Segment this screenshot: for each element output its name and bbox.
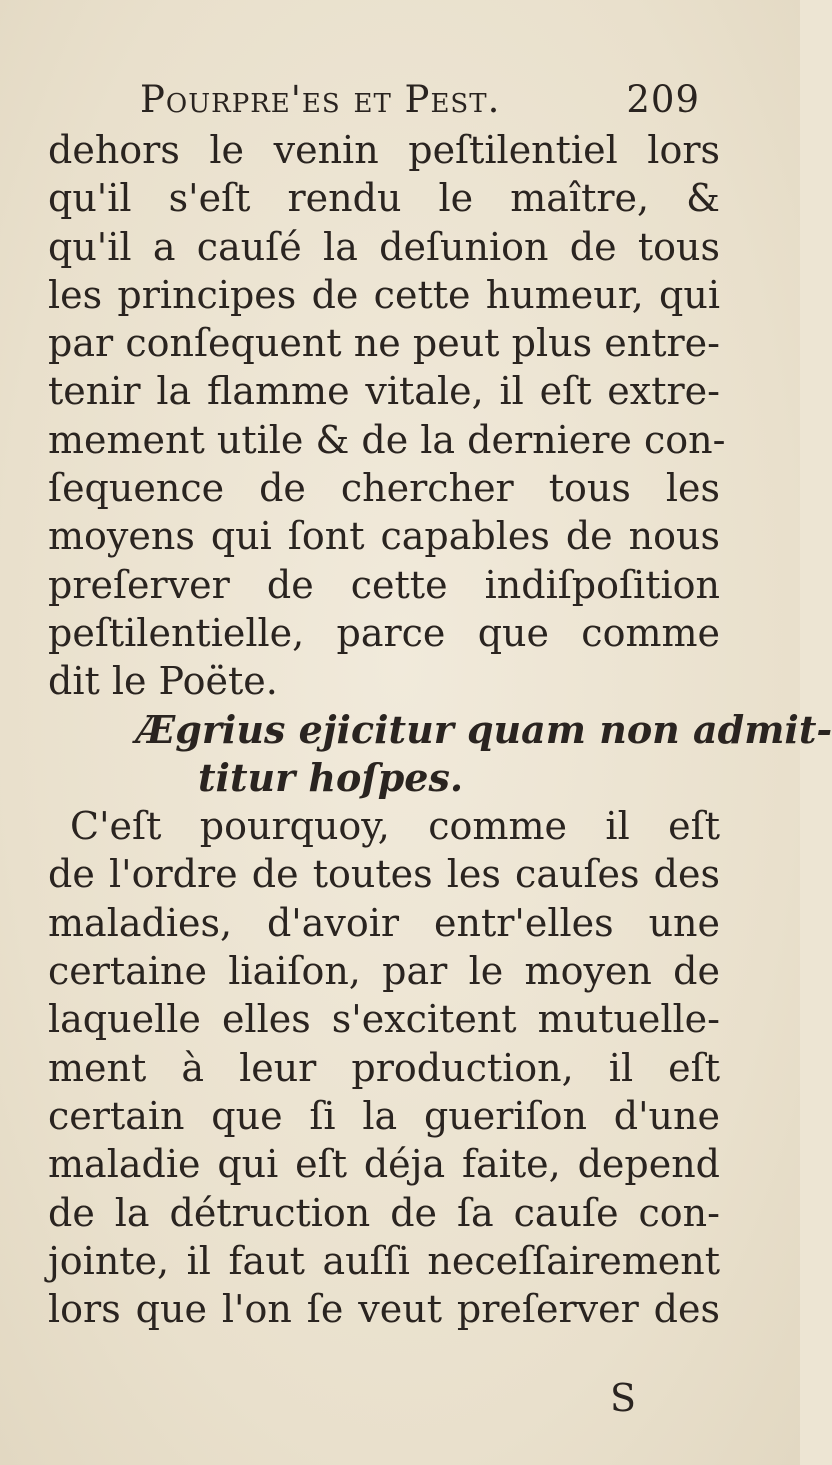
text-line: maladies, d'avoir entr'elles une [48,900,720,945]
text-line: qu'il s'eſt rendu le maître, & [48,176,720,221]
latin-quote-line: Ægrius ejicitur quam non admit- [136,706,832,752]
running-title: Pourpre'es et Pest. [140,78,501,121]
body-text [48,126,832,1333]
paragraph-start-line: C'eſt pourquoy, comme il eſt [70,804,720,849]
text-line: preſerver de cette indiſpoſition [48,562,720,607]
signature-mark: S [610,1376,637,1420]
text-line: peſtilentielle, parce que comme [48,610,720,655]
text-line: ſequence de chercher tous les [48,466,720,511]
text-line: de l'ordre de toutes les cauſes des [48,852,720,897]
text-line: qu'il a cauſé la deſunion de tous [48,224,720,269]
text-line: moyens qui ſont capables de nous [48,514,720,559]
text-line: dit le Poëte. [48,659,278,704]
text-line: dehors le venin peſtilentiel lors [48,128,720,172]
text-line: tenir la flamme vitale, il eſt extre- [48,369,720,414]
text-line: jointe, il faut auſſi neceſſairement [48,1238,720,1283]
text-line: de la détruction de ſa cauſe con- [48,1190,720,1235]
text-line: par conſequent ne peut plus entre- [48,321,720,366]
text-line: maladie qui eſt déja faite, depend [48,1142,720,1187]
text-line: lors que l'on ſe veut preſerver des [48,1287,720,1332]
text-line: certaine liaiſon, par le moyen de [48,949,720,994]
text-line: mement utile & de la derniere con- [48,417,726,462]
text-line: ment à leur production, il eſt [48,1045,720,1090]
page-number: 209 [626,78,700,121]
text-line: certain que ſi la gueriſon d'une [48,1093,720,1138]
latin-quote-line: titur hoſpes. [198,754,464,800]
text-line: laquelle elles s'excitent mutuelle- [48,997,720,1042]
page-header [140,78,700,128]
text-line: les principes de cette humeur, qui [48,272,720,317]
